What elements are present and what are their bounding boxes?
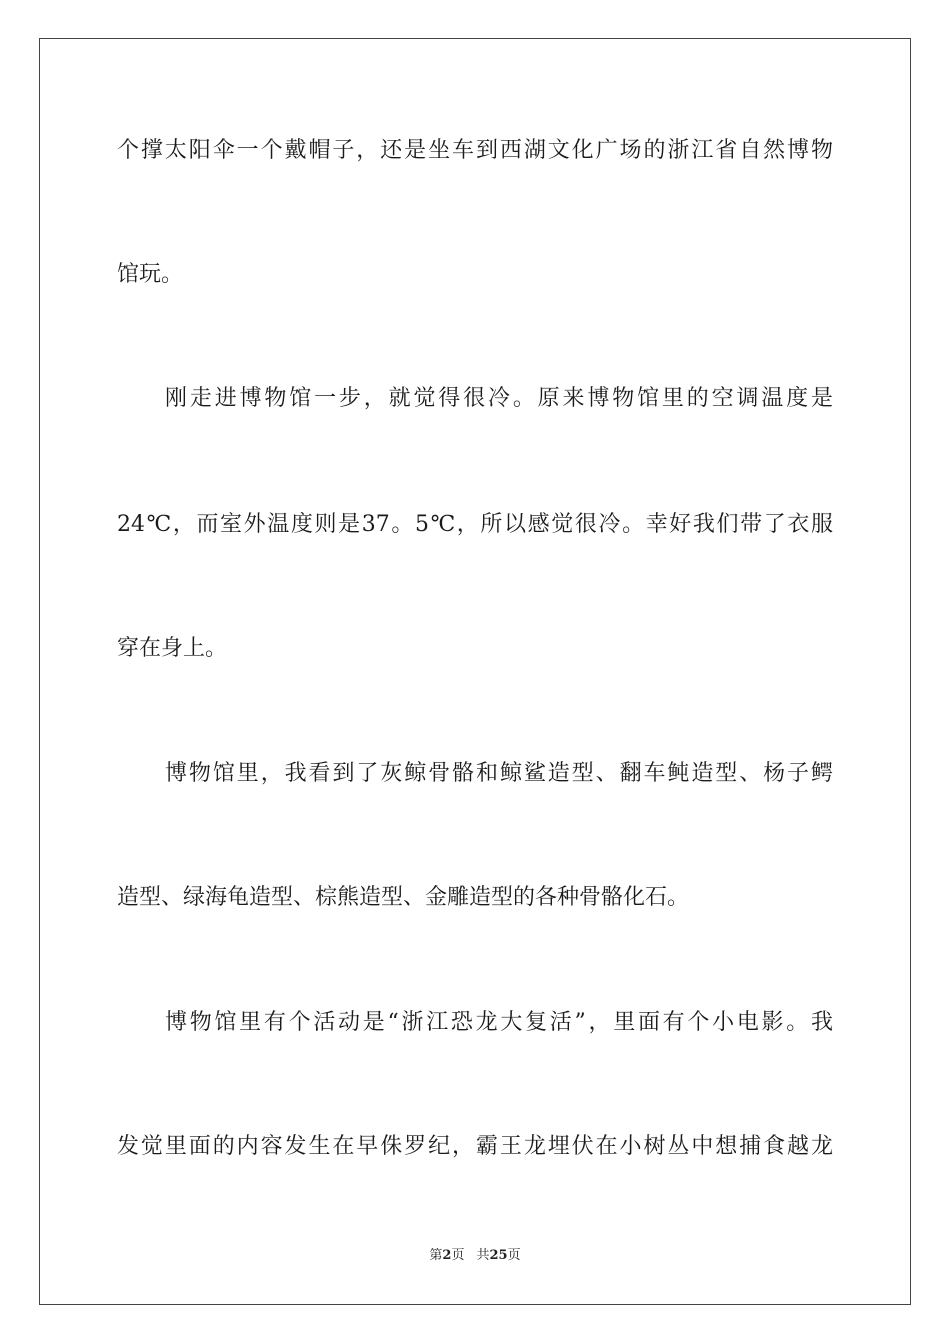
text-line-5: 穿在身上。 [117,636,228,661]
text-line-3: 刚走进博物馆一步，就觉得很冷。原来博物馆里的空调温度是 [165,386,833,411]
page-prefix: 第 [429,1248,443,1263]
page-border [39,38,911,1305]
text-line-4: 24℃，而室外温度则是37。5℃，所以感觉很冷。幸好我们带了衣服 [117,512,833,537]
page-current: 2 [442,1248,452,1263]
text-line-2: 馆玩。 [117,262,184,287]
text-line-7: 造型、绿海龟造型、棕熊造型、金雕造型的各种骨骼化石。 [117,885,690,910]
total-prefix: 共 [476,1248,490,1263]
text-line-8: 博物馆里有个活动是“浙江恐龙大复活”，里面有个小电影。我 [165,1010,833,1035]
text-line-1: 个撑太阳伞一个戴帽子，还是坐车到西湖文化广场的浙江省自然博物 [117,138,833,163]
total-unit: 页 [507,1248,521,1263]
page-unit: 页 [451,1248,465,1263]
page-footer [0,1247,950,1265]
text-line-6: 博物馆里，我看到了灰鲸骨骼和鲸鲨造型、翻车鲀造型、杨子鳄 [165,761,833,786]
text-line-9: 发觉里面的内容发生在早侏罗纪，霸王龙埋伏在小树丛中想捕食越龙 [117,1134,833,1159]
page-total: 25 [489,1248,508,1263]
